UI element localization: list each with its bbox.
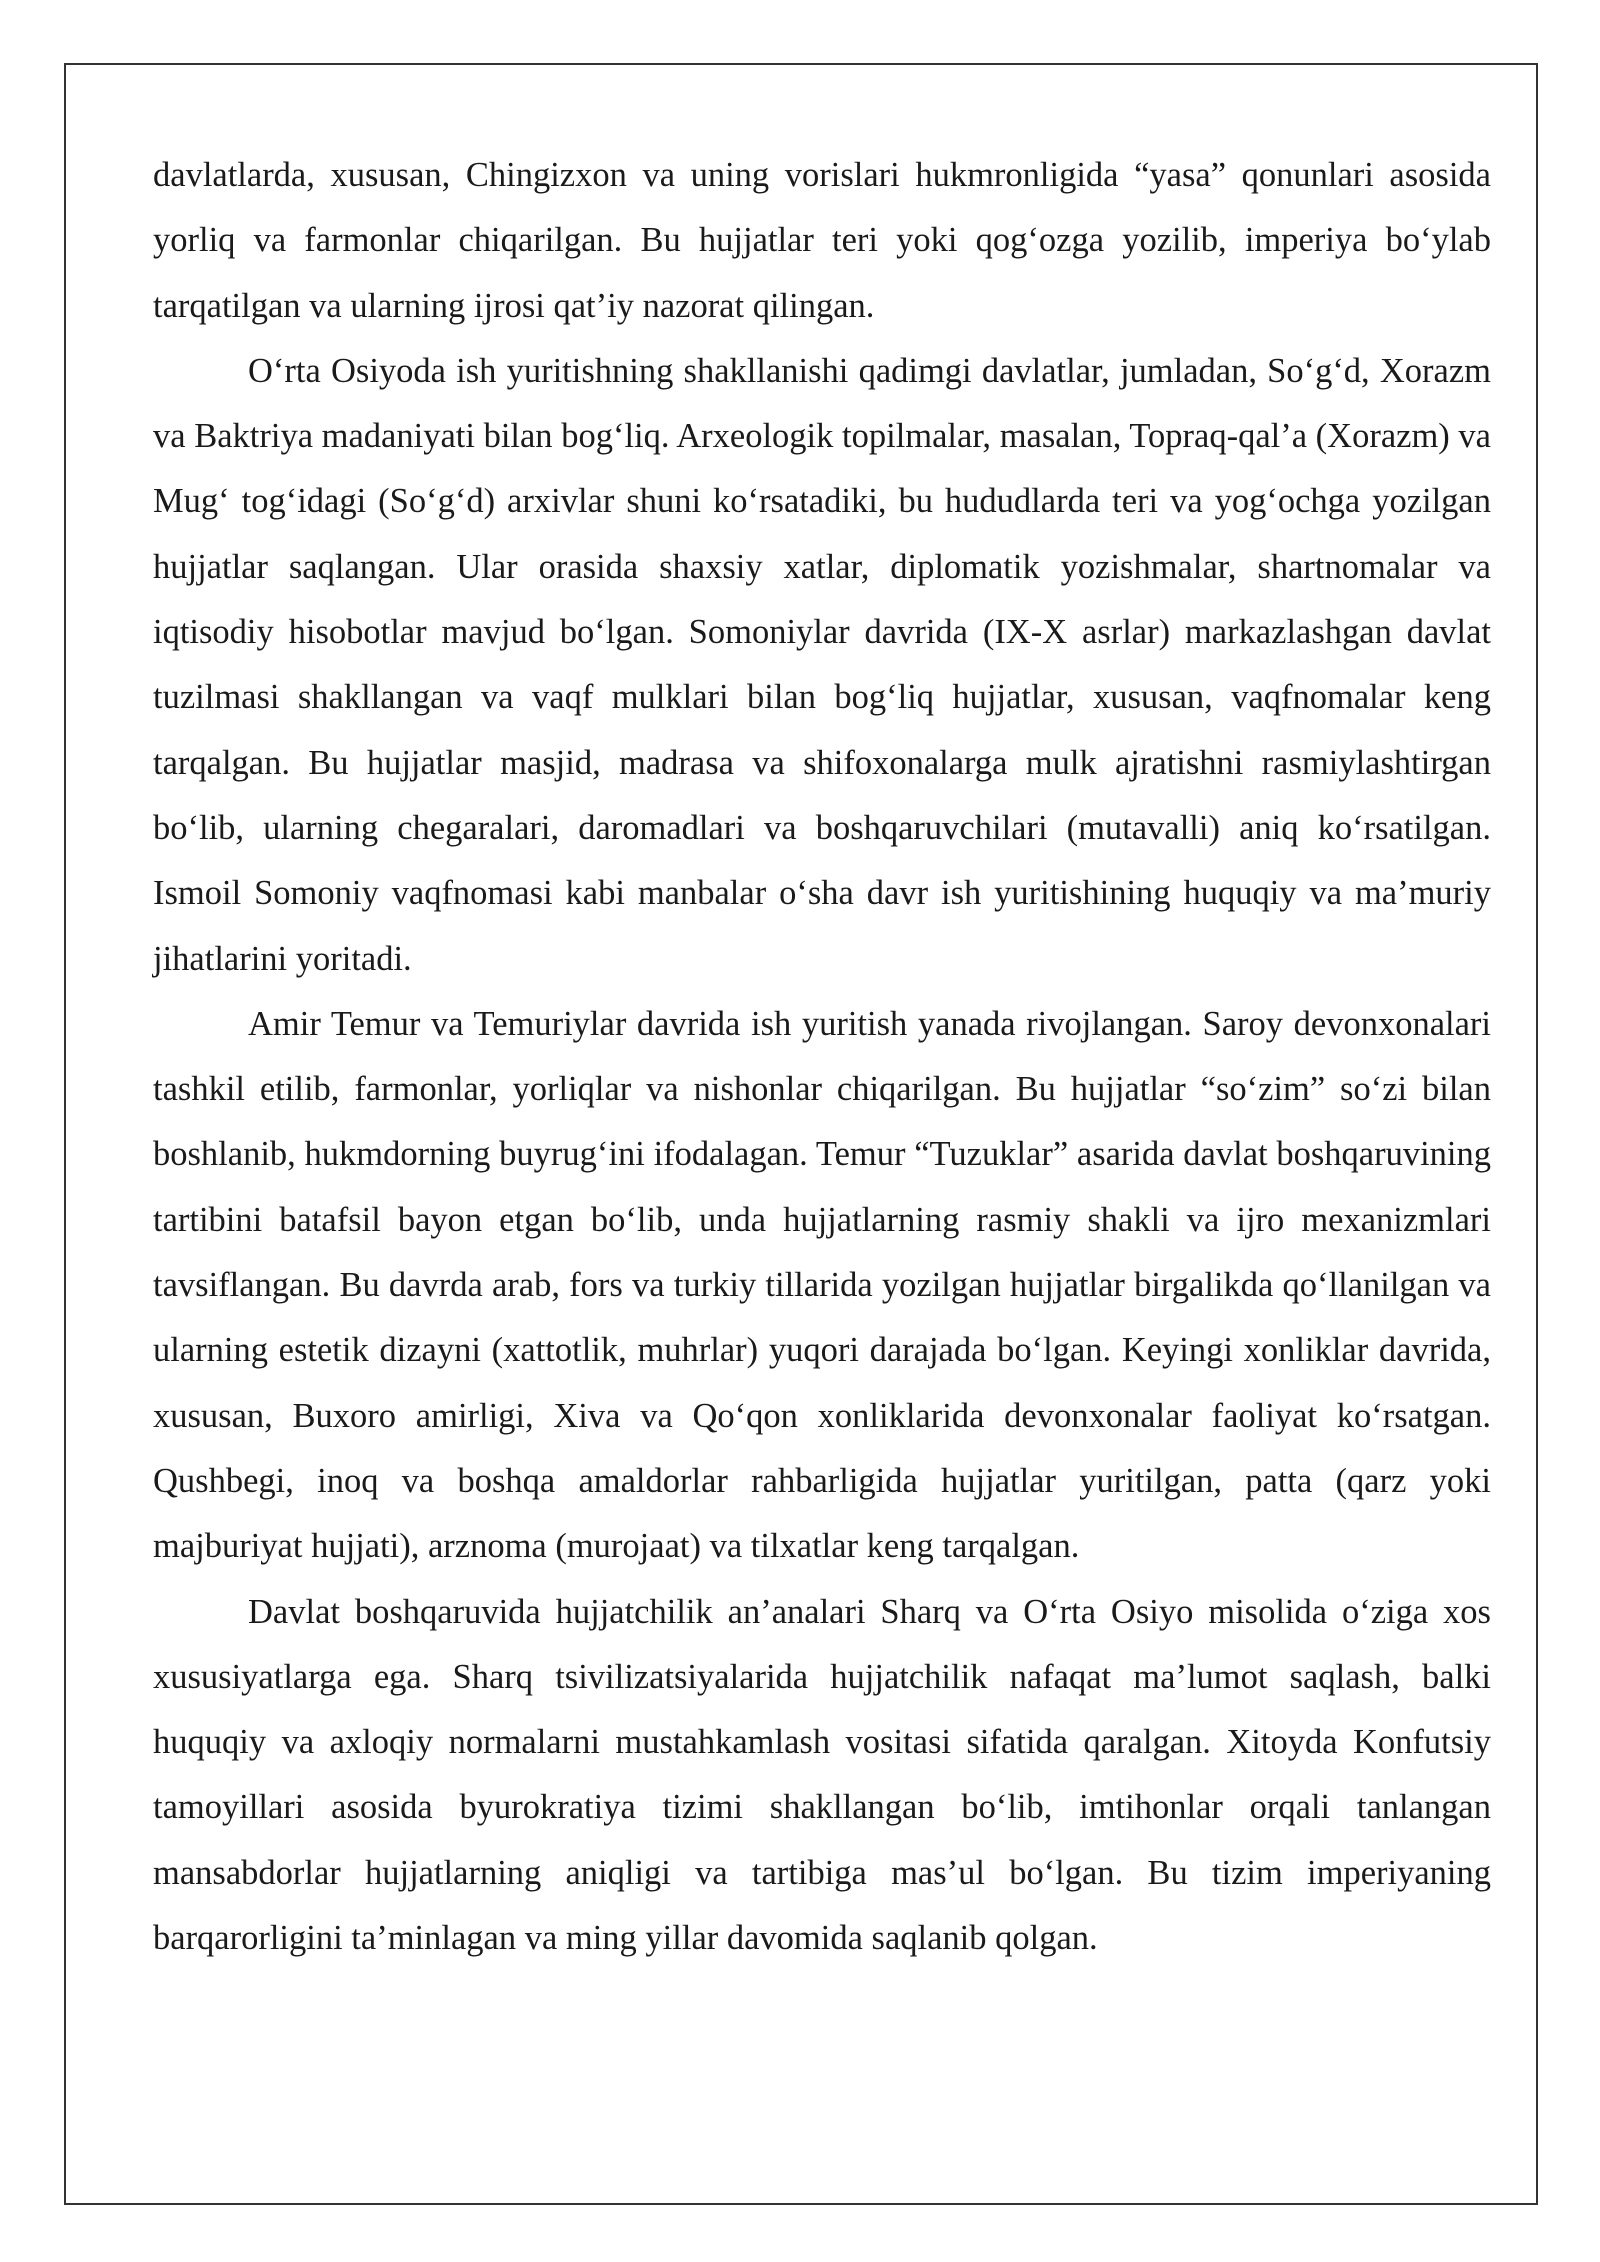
document-body (153, 143, 1491, 1971)
paragraph-timurids: Amir Temur va Temuriylar davrida ish yuritish yanada rivojlangan. Saroy devonxonalari tashkil etilib, farmonlar, yorliqlar va nishonlar chiqarilgan. Bu hujjatlar “so‘zim” so‘zi bilan boshlanib, hukmdorning buyrug‘ini ifodalagan. Temur “Tuzuklar” asarida davlat boshqaruvining tartibini batafsil bayon etgan bo‘lib, unda hujjatlarning rasmiy shakli va ijro mexanizmlari tavsiflangan. Bu davrda arab, fors va turkiy tillarida yozilgan hujjatlar birgalikda qo‘llanilgan va ularning estetik dizayni (xattotlik, muhrlar) yuqori darajada bo‘lgan. Keyingi xonliklar davrida, xususan, Buxoro amirligi, Xiva va Qo‘qon xonliklarida devonxonalar faoliyat ko‘rsatgan. Qushbegi, inoq va boshqa amaldorlar rahbarligida hujjatlar yuritilgan, patta (qarz yoki majburiyat hujjati), arznoma (murojaat) va tilxatlar keng tarqalgan. (153, 1004, 1491, 1566)
paragraph-continued: davlatlarda, xususan, Chingizxon va uning vorislari hukmronligida “yasa” qonunlari asosida yorliq va farmonlar chiqarilgan. Bu hujjatlar teri yoki qog‘ozga yozilib, imperiya bo‘ylab tarqatilgan va ularning ijrosi qat’iy nazorat qilingan. (153, 156, 1491, 325)
paragraph-eastern-traditions: Davlat boshqaruvida hujjatchilik an’analari Sharq va O‘rta Osiyo misolida o‘ziga xos xususiyatlarga ega. Sharq tsivilizatsiyalarida hujjatchilik nafaqat ma’lumot saqlash, balki huquqiy va axloqiy normalarni mustahkamlash vositasi sifatida qaralgan. Xitoyda Konfutsiy tamoyillari asosida byurokratiya tizimi shakllangan bo‘lib, imtihonlar orqali tanlangan mansabdorlar hujjatlarning aniqligi va tartibiga mas’ul bo‘lgan. Bu tizim imperiyaning barqarorligini ta’minlagan va ming yillar davomida saqlanib qolgan. (153, 1592, 1491, 1958)
paragraph-central-asia: O‘rta Osiyoda ish yuritishning shakllanishi qadimgi davlatlar, jumladan, So‘g‘d, Xorazm va Baktriya madaniyati bilan bog‘liq. Arxeologik topilmalar, masalan, Topraq-qal’a (Xorazm) va Mug‘ tog‘idagi (So‘g‘d) arxivlar shuni ko‘rsatadiki, bu hududlarda teri va yog‘ochga yozilgan hujjatlar saqlangan. Ular orasida shaxsiy xatlar, diplomatik yozishmalar, shartnomalar va iqtisodiy hisobotlar mavjud bo‘lgan. Somoniylar davrida (IX-X asrlar) markazlashgan davlat tuzilmasi shakllangan va vaqf mulklari bilan bog‘liq hujjatlar, xususan, vaqfnomalar keng tarqalgan. Bu hujjatlar masjid, madrasa va shifoxonalarga mulk ajratishni rasmiylashtirgan bo‘lib, ularning chegaralari, daromadlari va boshqaruvchilari (mutavalli) aniq ko‘rsatilgan. Ismoil Somoniy vaqfnomasi kabi manbalar o‘sha davr ish yuritishining huquqiy va ma’muriy jihatlarini yoritadi. (153, 351, 1491, 978)
